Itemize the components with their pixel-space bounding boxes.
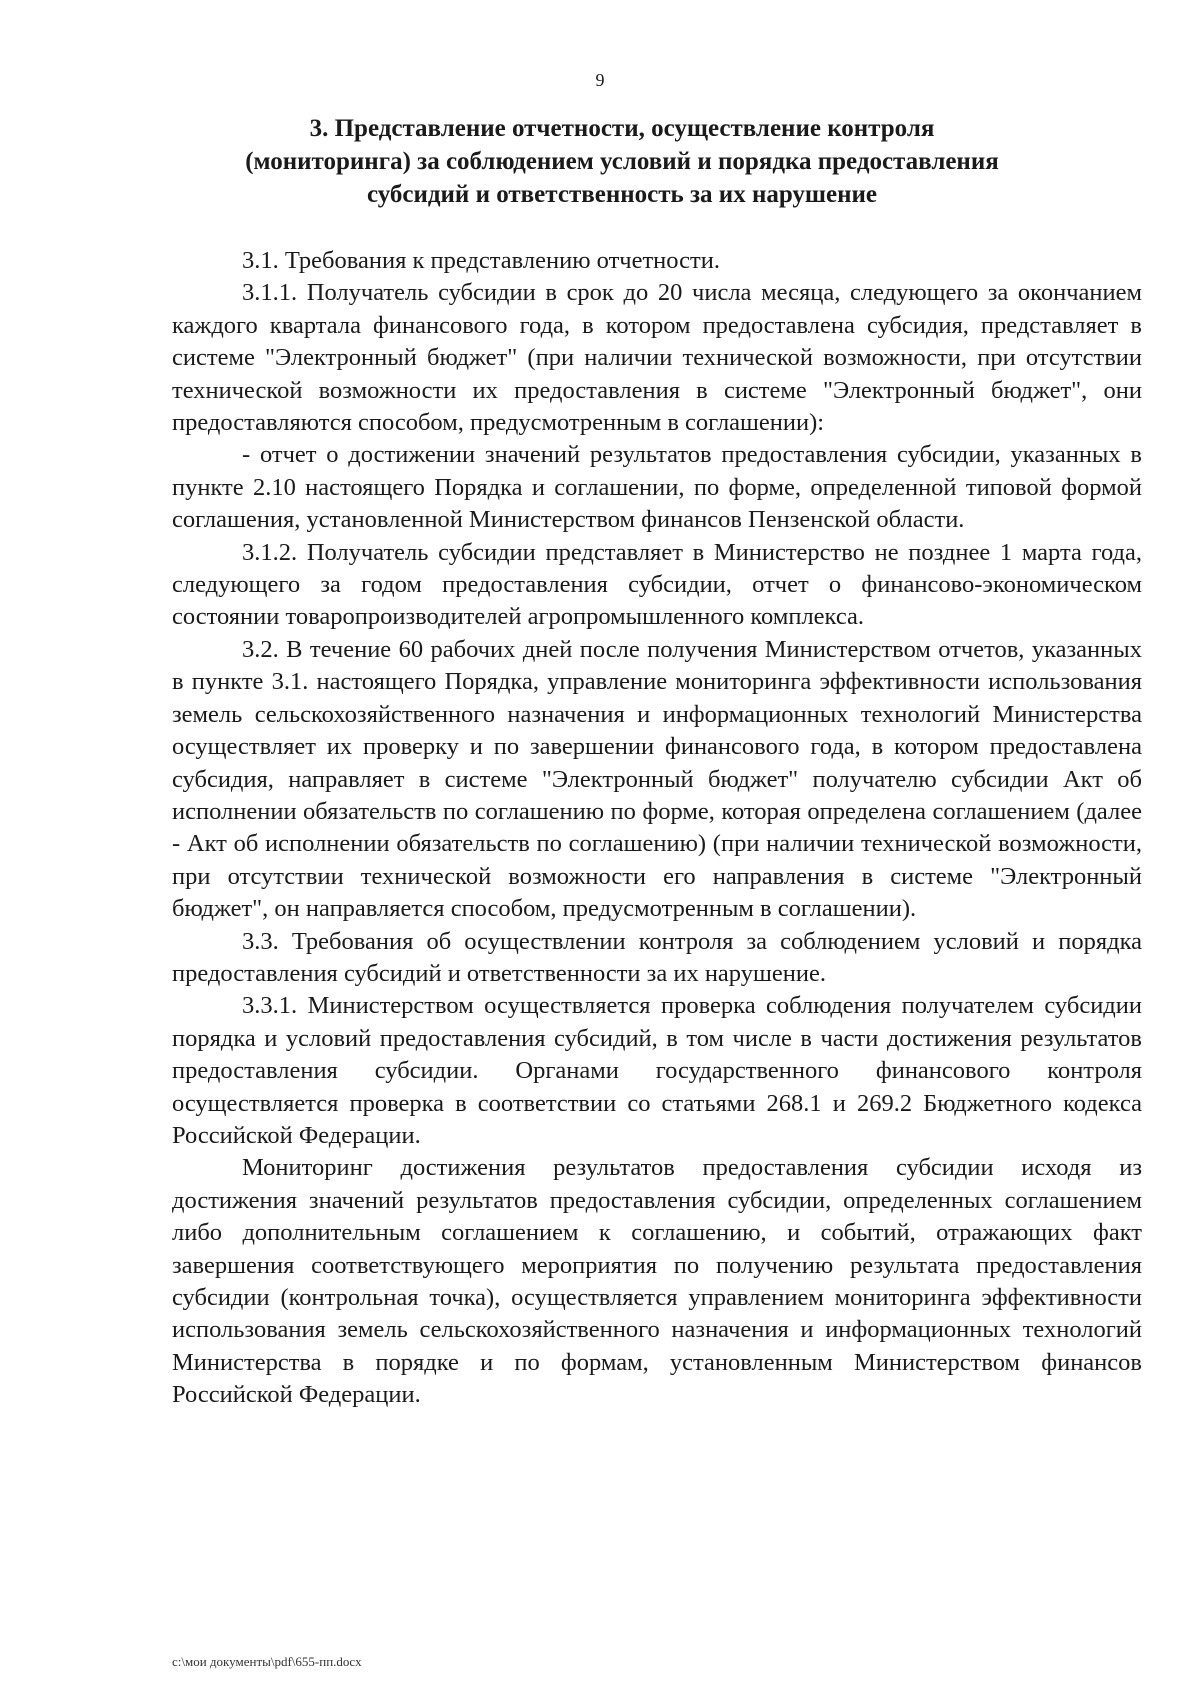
- section-title-line-2: (мониторинга) за соблюдением условий и порядка предоставления: [245, 148, 999, 175]
- paragraph-3-1-2: 3.1.2. Получатель субсидии представляет в Министерство не позднее 1 марта года, следующего за годом предоставления субсидии, отчет о финансово-экономическом состоянии товаропроизводителей агропромышленного комплекса.: [172, 538, 1142, 631]
- paragraph-3-1: 3.1. Требования к представлению отчетности.: [242, 247, 720, 274]
- paragraph-report-item: - отчет о достижении значений результатов предоставления субсидии, указанных в пункте 2.10 настоящего Порядка и соглашении, по форме, определенной типовой формой соглашения, установленной Министерством финансов Пензенской области.: [172, 441, 1142, 534]
- section-title-line-3: субсидий и ответственность за их нарушение: [366, 181, 878, 208]
- page-number: 9: [595, 70, 605, 90]
- paragraph-3-1-1: 3.1.1. Получатель субсидии в срок до 20 числа месяца, следующего за окончанием каждого квартала финансового года, в котором предоставлена субсидия, представляет в системе "Электронный бюджет" (при наличии технической возможности, при отсутствии технической возможности их предоставления в системе "Электронный бюджет", они предоставляются способом, предусмотренным в соглашении):: [172, 279, 1142, 437]
- paragraph-3-2: 3.2. В течение 60 рабочих дней после получения Министерством отчетов, указанных в пункте 3.1. настоящего Порядка, управление мониторинга эффективности использования земель сельскохозяйственного назначения и информационных технологий Министерства осуществляет их проверку и по завершении финансового года, в котором предоставлена субсидия, направляет в системе "Электронный бюджет" получателю субсидии Акт об исполнении обязательств по соглашению по форме, которая определена соглашением (далее - Акт об исполнении обязательств по соглашению) (при наличии технической возможности, при отсутствии технической возможности его направления в системе "Электронный бюджет", он направляется способом, предусмотренным в соглашении).: [172, 635, 1142, 923]
- footer-file-path: c:\мои документы\pdf\655-пп.docx: [172, 1654, 362, 1669]
- section-title-line-1: 3. Представление отчетности, осуществление контроля: [309, 115, 935, 142]
- paragraph-3-3: 3.3. Требования об осуществлении контроля за соблюдением условий и порядка предоставления субсидий и ответственности за их нарушение.: [172, 927, 1142, 987]
- paragraph-3-3-1: 3.3.1. Министерством осуществляется проверка соблюдения получателем субсидии порядка и условий предоставления субсидий, в том числе в части достижения результатов предоставления субсидии. Органами государственного финансового контроля осуществляется проверка в соответствии со статьями 268.1 и 269.2 Бюджетного кодекса Российской Федерации.: [172, 992, 1142, 1149]
- section-title: [172, 112, 1072, 211]
- document-body: [172, 245, 1142, 1412]
- paragraph-monitoring: Мониторинг достижения результатов предоставления субсидии исходя из достижения значений результатов предоставления субсидии, определенных соглашением либо дополнительным соглашением к соглашению, и событий, отражающих факт завершения соответствующего мероприятия по получению результата предоставления субсидии (контрольная точка), осуществляется управлением мониторинга эффективности использования земель сельскохозяйственного назначения и информационных технологий Министерства в порядке и по формам, установленным Министерством финансов Российской Федерации.: [172, 1154, 1142, 1409]
